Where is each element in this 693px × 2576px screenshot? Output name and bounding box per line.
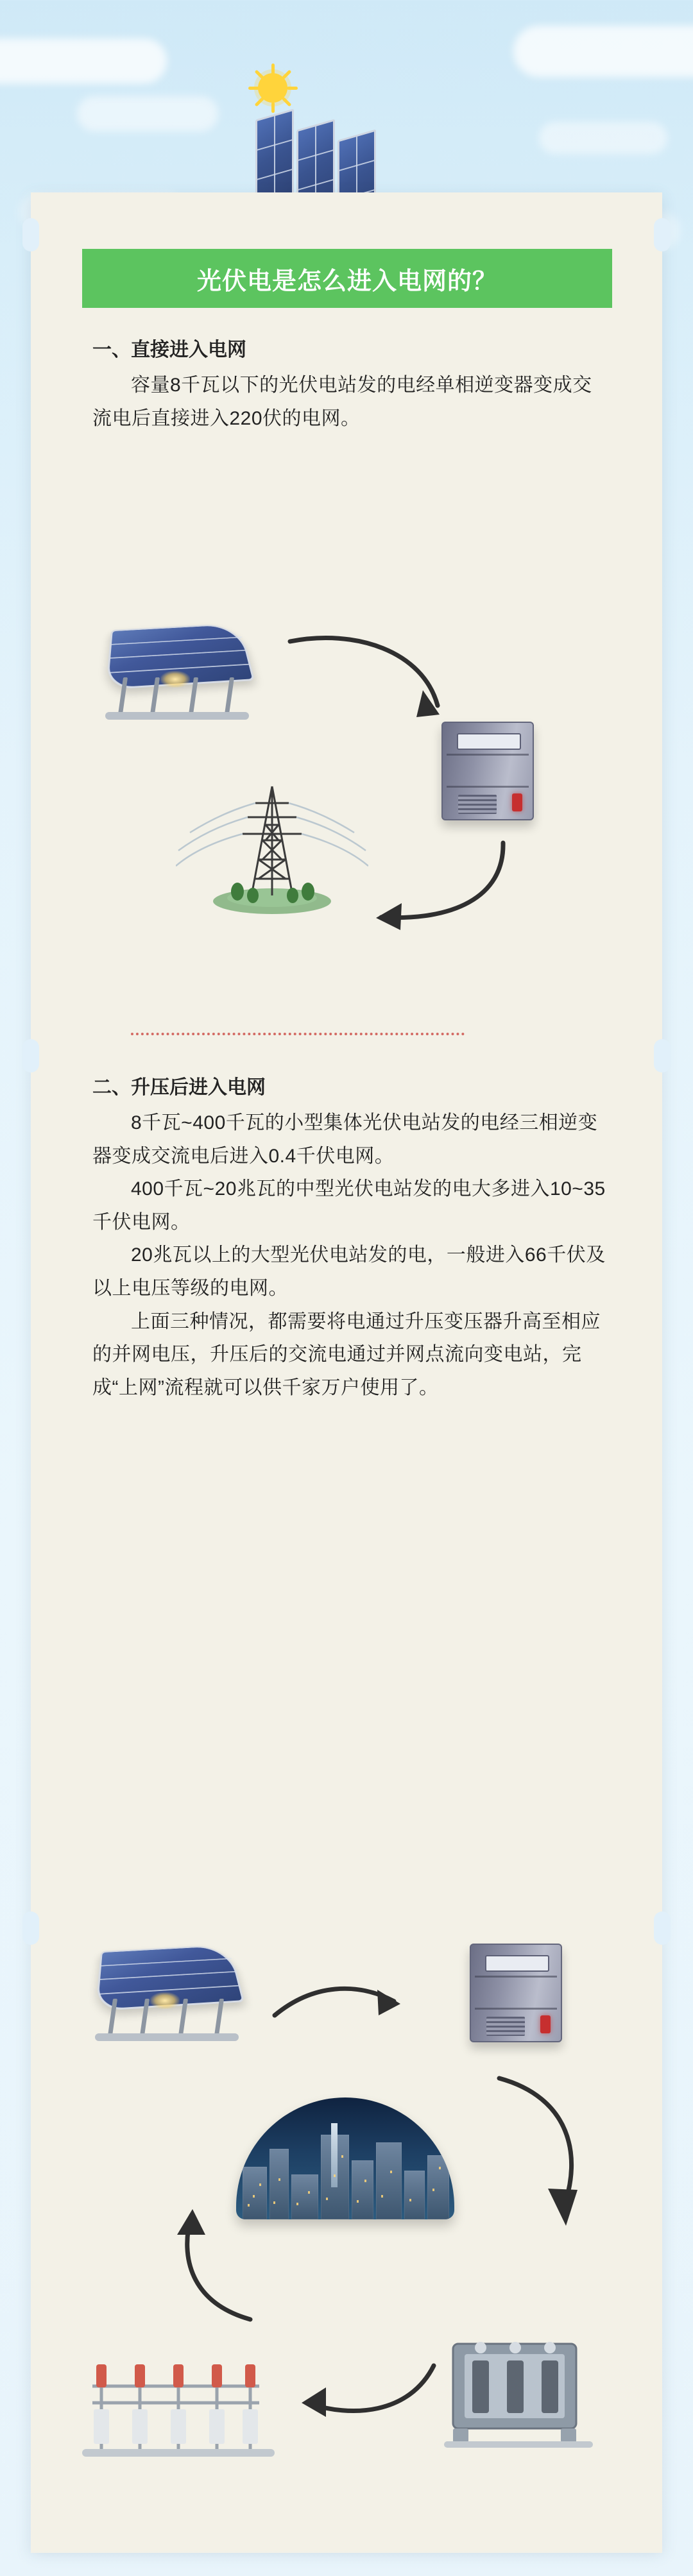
solar-array-icon (95, 1937, 243, 2046)
figure-two (76, 1937, 628, 2489)
article-card (31, 192, 662, 2553)
substation-icon (82, 2348, 275, 2463)
section-one (92, 334, 606, 435)
paper-notch (654, 1039, 671, 1072)
section-one-heading: 一、直接进入电网 (92, 339, 246, 360)
page-bottom-fade (0, 2550, 693, 2576)
arrow-right-curved-icon (268, 1976, 416, 2046)
section-two-paragraph-2: 400千瓦~20兆瓦的中型光伏电站发的电大多进入10~35千伏电网。 (92, 1178, 606, 1233)
sun-icon (258, 73, 287, 103)
solar-array-icon (105, 616, 253, 725)
section-two-heading: 二、升压后进入电网 (92, 1077, 266, 1098)
inverter-icon (461, 1937, 576, 2053)
transmission-tower-icon (176, 770, 368, 917)
paper-notch (654, 218, 671, 251)
section-separator (92, 1033, 606, 1037)
page-title: 光伏电是怎么进入电网的？ (196, 267, 497, 295)
paper-notch (22, 1039, 39, 1072)
page-title-band (82, 249, 612, 308)
city-skyline-icon (236, 2097, 454, 2219)
arrow-left-curved-icon (343, 827, 509, 936)
arrow-left-curved-icon (281, 2348, 441, 2431)
paper-notch (654, 1911, 671, 1945)
arrow-upleft-curved-icon (166, 2207, 268, 2328)
paper-notch (22, 1911, 39, 1945)
section-one-paragraph-1: 容量8千瓦以下的光伏电站发的电经单相逆变器变成交流电后直接进入220伏的电网。 (92, 375, 592, 429)
section-two-paragraph-1: 8千瓦~400千瓦的小型集体光伏电站发的电经三相逆变器变成交流电后进入0.4千伏电网。 (92, 1112, 598, 1167)
paper-notch (22, 218, 39, 251)
figure-one (92, 616, 606, 975)
section-two-paragraph-4: 上面三种情况，都需要将电通过升压变压器升高至相应的并网电压，升压后的交流电通过并网点流向变电站，完成“上网”流程就可以供千家万户使用了。 (92, 1310, 601, 1398)
inverter-icon (432, 715, 548, 831)
transformer-icon (435, 2322, 602, 2450)
section-two-paragraph-3: 20兆瓦以上的大型光伏电站发的电，一般进入66千伏及以上电压等级的电网。 (92, 1244, 606, 1299)
arrow-down-curved-icon (486, 2072, 602, 2232)
section-two (92, 1071, 606, 1404)
